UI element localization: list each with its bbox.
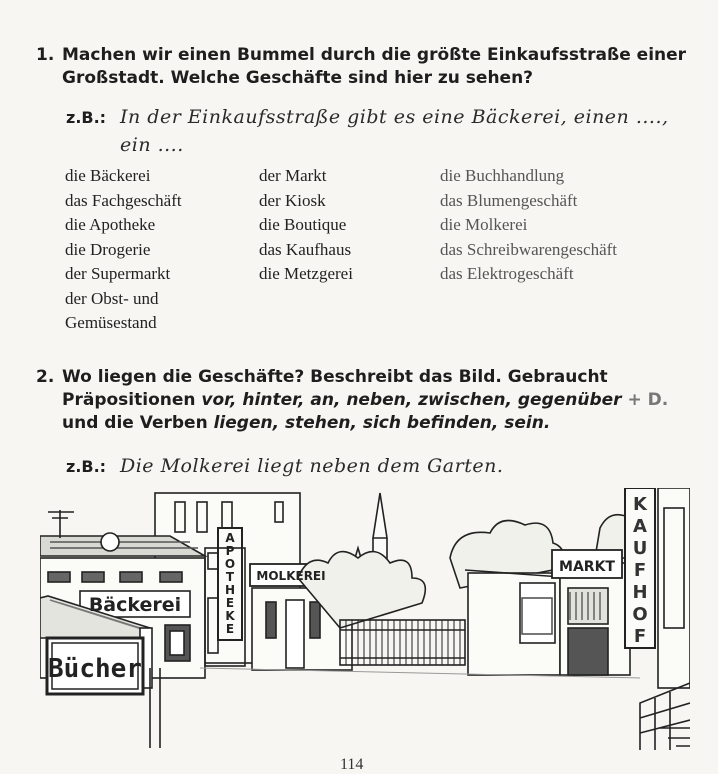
task-1-line-2: Großstadt. Welche Geschäfte sind hier zu sehen? bbox=[62, 68, 534, 88]
sign-apotheke-letter: A bbox=[225, 531, 235, 545]
list-item: die Drogerie bbox=[65, 239, 151, 259]
sign-kaufhof-letter: F bbox=[633, 626, 647, 647]
task-2-line-3 bbox=[62, 412, 702, 435]
task-2-case-label: + D. bbox=[621, 390, 669, 410]
sign-kaufhof-letter: U bbox=[632, 538, 648, 559]
task-2-verbs: liegen, stehen, sich befinden, sein. bbox=[213, 413, 551, 433]
sign-baeckerei: Bäckerei bbox=[88, 594, 182, 616]
task-1-example-line-1: In der Einkaufsstraße gibt es eine Bäckerei, einen ...., bbox=[120, 106, 669, 128]
street-illustration bbox=[40, 488, 690, 753]
list-item: der Supermarkt bbox=[65, 264, 171, 283]
task-2-number: 2. bbox=[36, 367, 55, 387]
task-2-prepositions: vor, hinter, an, neben, zwischen, gegenüber bbox=[201, 390, 622, 410]
sign-apotheke bbox=[225, 531, 235, 636]
sign-apotheke-letter: O bbox=[224, 557, 236, 571]
sign-kaufhof-letter: A bbox=[633, 516, 647, 537]
shop-list-column-1 bbox=[65, 164, 182, 336]
sign-apotheke-letter: E bbox=[225, 596, 235, 610]
sign-apotheke-letter: T bbox=[225, 570, 235, 584]
task-1-number: 1. bbox=[36, 45, 55, 65]
list-item: die Buchhandlung bbox=[440, 166, 565, 185]
list-item: Gemüsestand bbox=[65, 313, 157, 332]
list-item: das Schreibwarengeschäft bbox=[440, 239, 618, 259]
shop-list-column-3 bbox=[440, 164, 617, 287]
list-item: die Apotheke bbox=[65, 215, 156, 234]
list-item: der Kiosk bbox=[259, 190, 326, 210]
list-item: das Fachgeschäft bbox=[65, 190, 182, 210]
sign-markt: MARKT bbox=[559, 559, 615, 575]
page-number: 114 bbox=[340, 756, 364, 773]
sign-apotheke-letter: K bbox=[225, 609, 235, 623]
list-item: die Molkerei bbox=[440, 215, 528, 234]
sign-molkerei: MOLKEREI bbox=[256, 569, 326, 583]
shop-list-column-2 bbox=[259, 164, 353, 287]
task-2-line-2-text: Präpositionen bbox=[62, 390, 202, 410]
sign-buecher: Bücher bbox=[48, 654, 142, 684]
task-1-line-1: Machen wir einen Bummel durch die größte Einkaufsstraße einer bbox=[62, 45, 687, 65]
task-2-line-3-text: und die Verben bbox=[62, 413, 214, 433]
sign-kaufhof-letter: F bbox=[633, 560, 647, 581]
task-2-example-label: z.B.: bbox=[66, 457, 107, 476]
sign-apotheke-letter: P bbox=[225, 544, 235, 558]
list-item: der Obst- und bbox=[65, 288, 159, 308]
task-1-heading bbox=[36, 44, 702, 90]
list-item: das Elektrogeschäft bbox=[440, 264, 574, 283]
task-2-example-sentence: Die Molkerei liegt neben dem Garten. bbox=[120, 455, 504, 477]
task-1-example-line-2: ein .... bbox=[120, 134, 184, 156]
sign-kaufhof bbox=[632, 494, 648, 647]
task-2-heading bbox=[36, 366, 702, 435]
sign-kaufhof-letter: H bbox=[632, 582, 648, 603]
list-item: die Metzgerei bbox=[259, 264, 353, 283]
task-1-example-label: z.B.: bbox=[66, 108, 107, 127]
list-item: der Markt bbox=[259, 166, 327, 185]
list-item: die Boutique bbox=[259, 215, 347, 234]
sign-apotheke-letter: E bbox=[225, 622, 235, 636]
sign-kaufhof-letter: K bbox=[633, 494, 647, 515]
task-2-line-2 bbox=[62, 389, 702, 412]
sign-kaufhof-letter: O bbox=[632, 604, 648, 625]
list-item: das Kaufhaus bbox=[259, 239, 352, 259]
list-item: die Bäckerei bbox=[65, 166, 151, 185]
task-2-line-1: Wo liegen die Geschäfte? Beschreibt das Bild. Gebraucht bbox=[62, 367, 608, 387]
sign-apotheke-letter: H bbox=[224, 583, 236, 597]
list-item: das Blumengeschäft bbox=[440, 190, 578, 210]
